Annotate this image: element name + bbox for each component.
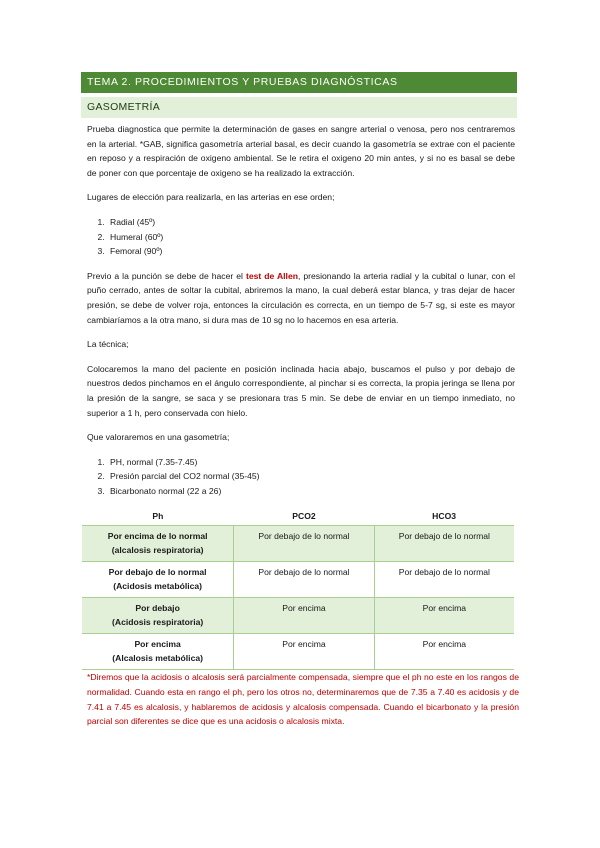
allen-test-link[interactable]: test de Allen [245, 270, 298, 281]
section-title: TEMA 2. PROCEDIMIENTOS Y PRUEBAS DIAGNÓSTICAS [81, 72, 517, 93]
ph-value: Por debajo de lo normal [108, 567, 207, 578]
hco3-cell: Por debajo de lo normal [374, 526, 514, 562]
pco2-cell: Por debajo de lo normal [234, 526, 374, 562]
table-row [82, 526, 514, 562]
table-row [82, 598, 514, 634]
column-header: HCO3 [374, 508, 514, 526]
hco3-cell: Por encima [374, 634, 514, 670]
places-intro: Lugares de elección para realizarla, en las arterias en ese orden; [87, 192, 335, 203]
values-intro: Que valoraremos en una gasometría; [87, 432, 230, 443]
ph-diagnosis: (Alcalosis metabólica) [112, 653, 203, 664]
list-item: 3. Bicarbonato normal (22 a 26) [107, 484, 515, 499]
pco2-cell: Por encima [234, 598, 374, 634]
ph-cell [82, 598, 234, 634]
gasometry-table [82, 508, 514, 670]
hco3-cell: Por encima [374, 598, 514, 634]
ph-cell [82, 562, 234, 598]
list-item: 3. Femoral (90º) [107, 244, 515, 259]
technique-title: La técnica; [87, 339, 129, 350]
technique-paragraph: Colocaremos la mano del paciente en posición inclinada hacia abajo, buscamos el pulso y por debajo de nuestros dedos pinchamos en el ángulo correspondiente, al pinchar si es correcta, la propia jeringa se llena por la presión de la sangre, se saca y se presionara tras 5 min. Se debe de enviar en un tiempo inmediato, no superior a 1 h, pero conservada con hielo. [87, 363, 515, 418]
compensation-note: *Diremos que la acidosis o alcalosis será parcialmente compensada, siempre que el ph no este en los rangos de normalidad. Cuando esta en rango el ph, pero los otros no, determinaremos que de 7.35 a 7.40 es acidosis y de 7.41 a 7.45 es alcalosis, y hablaremos de acidosis y alcalosis compensada. Cuando el bicarbonato y la presión parcial son diferentes se dice que es una acidosis o alcalosis mixta. [87, 672, 519, 727]
table-row [82, 562, 514, 598]
section-subtitle: GASOMETRÍA [81, 97, 517, 118]
table-row [82, 634, 514, 670]
ph-diagnosis: (Acidosis metabólica) [113, 581, 203, 592]
list-item: 1. Radial (45º) [107, 215, 515, 230]
ph-value: Por debajo [135, 603, 180, 614]
pco2-cell: Por debajo de lo normal [234, 562, 374, 598]
list-item: 1. PH, normal (7.35-7.45) [107, 455, 515, 470]
ph-diagnosis: (alcalosis respiratoria) [111, 545, 204, 556]
column-header: Ph [82, 508, 234, 526]
table-header-row [82, 508, 514, 526]
pco2-cell: Por encima [234, 634, 374, 670]
column-header: PCO2 [234, 508, 374, 526]
allen-text-before: Previo a la punción se debe de hacer el [87, 270, 246, 281]
document-body [87, 122, 519, 739]
ph-value: Por encima [134, 639, 181, 650]
ph-value: Por encima de lo normal [107, 531, 208, 542]
values-list [87, 455, 515, 499]
intro-paragraph: Prueba diagnostica que permite la determinación de gases en sangre arterial o venosa, pero nos centraremos en la arterial. *GAB, significa gasometría arterial basal, es decir cuando la gasometría se extrae con el paciente en reposo y a respiración de oxigeno ambiental. Se le retira el oxigeno 20 min antes, y si no es basal se debe de poner con que porcentaje de oxigeno se ha realizado la extracción. [87, 124, 515, 178]
ph-cell [82, 526, 234, 562]
list-item: 2. Presión parcial del CO2 normal (35-45) [107, 469, 515, 484]
places-list [87, 215, 515, 259]
allen-paragraph [87, 269, 515, 327]
ph-diagnosis: (Acidosis respiratoria) [112, 617, 204, 628]
list-item: 2. Humeral (60º) [107, 230, 515, 245]
allen-text-after: , presionando la arteria radial y la cubital o lunar, con el puño cerrado, antes de soltar la cubital, abriremos la mano, la cual deberá estar blanca, y tras dejar de hacer presión, se debe de volver roja, entonces la circulación es correcta, en un tiempo de 5-7 sg, si este es mayor cambiaríamos a la otra mano, si dura mas de 10 sg no lo hacemos en esa arteria. [87, 270, 516, 325]
ph-cell [82, 634, 234, 670]
hco3-cell: Por debajo de lo normal [374, 562, 514, 598]
